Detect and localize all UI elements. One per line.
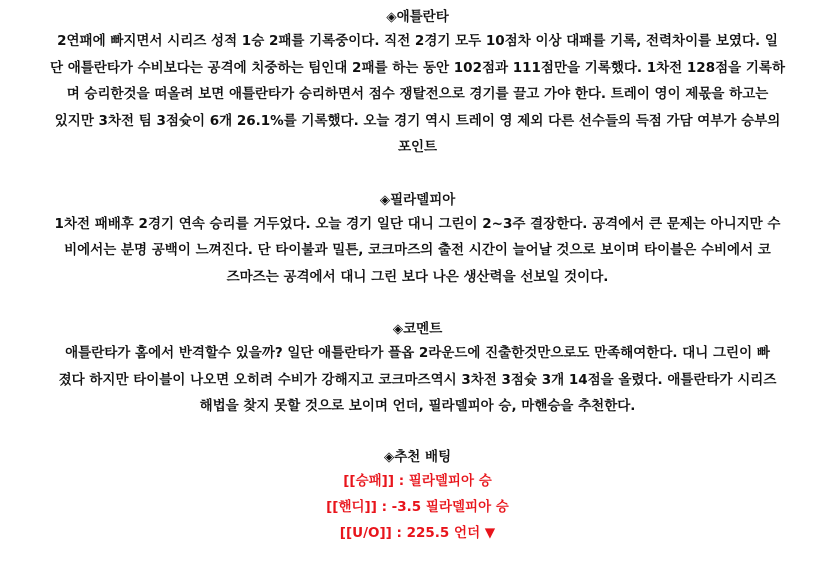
bet-over-under: [[U/O]] : 225.5 언더 ▼ bbox=[339, 524, 496, 541]
spacer bbox=[10, 420, 825, 446]
bet-moneyline: [[승패]] : 필라델피아 승 bbox=[343, 472, 492, 489]
bet-handicap: [[핸디]] : -3.5 필라델피아 승 bbox=[326, 498, 509, 515]
comment-line-3: 해법을 찾지 못할 것으로 보이며 언더, 필라델피아 승, 마핸승을 추천한다. bbox=[199, 398, 636, 414]
recommend-heading: ◈추천 배팅 bbox=[383, 448, 452, 465]
comment-section bbox=[10, 318, 825, 420]
philadelphia-line-2: 비에서는 분명 공백이 느껴진다. 단 타이불과 밀튼, 코크마즈의 출전 시간이 늘어날 것으로 보이며 타이블은 수비에서 코 bbox=[64, 242, 771, 258]
comment-heading: ◈코멘트 bbox=[392, 321, 443, 337]
philadelphia-section bbox=[10, 189, 825, 291]
comment-line-2: 졌다 하지만 타이블이 나오면 오히려 수비가 강해지고 코크마즈역시 3차전 3점슛 3개 14점을 올렸다. 애틀란타가 시리즈 bbox=[58, 371, 777, 388]
spacer bbox=[10, 161, 825, 189]
atlanta-heading: ◈애틀란타 bbox=[386, 9, 449, 25]
atlanta-line-3: 며 승리한것을 떠올려 보면 애틀란타가 승리하면서 점수 쟁탈전으로 경기를 끌고 가야 한다. 트레이 영이 제몫을 하고는 bbox=[66, 86, 769, 102]
atlanta-line-4: 있지만 3차전 팀 3점슛이 6개 26.1%를 기록했다. 오늘 경기 역시 트레이 영 제외 다른 선수들의 득점 가담 여부가 승부의 bbox=[54, 112, 781, 129]
atlanta-section bbox=[10, 6, 825, 161]
philadelphia-heading: ◈필라델피아 bbox=[379, 191, 456, 208]
atlanta-line-2: 단 애틀란타가 수비보다는 공격에 치중하는 팀인대 2패를 하는 동안 102점과 111점만을 기록했다. 1차전 128점을 기록하 bbox=[49, 59, 786, 76]
comment-line-1: 애틀란타가 홈에서 반격할수 있을까? 일단 애틀란타가 플옵 2라운드에 진출한것만으로도 만족해여한다. 대니 그린이 빠 bbox=[65, 345, 770, 361]
recommend-section bbox=[10, 446, 825, 546]
spacer bbox=[10, 290, 825, 318]
atlanta-line-5: 포인트 bbox=[397, 139, 438, 155]
atlanta-line-1: 2연패에 빠지면서 시리즈 성적 1승 2패를 기록중이다. 직전 2경기 모두 10점차 이상 대패를 기록, 전력차이를 보였다. 일 bbox=[57, 33, 778, 49]
philadelphia-line-3: 즈마즈는 공격에서 대니 그린 보다 나은 생산력을 선보일 것이다. bbox=[226, 268, 609, 285]
philadelphia-line-1: 1차전 패배후 2경기 연속 승리를 거두었다. 오늘 경기 일단 대니 그린이 2~3주 결장한다. 공격에서 큰 문제는 아니지만 수 bbox=[54, 215, 781, 232]
